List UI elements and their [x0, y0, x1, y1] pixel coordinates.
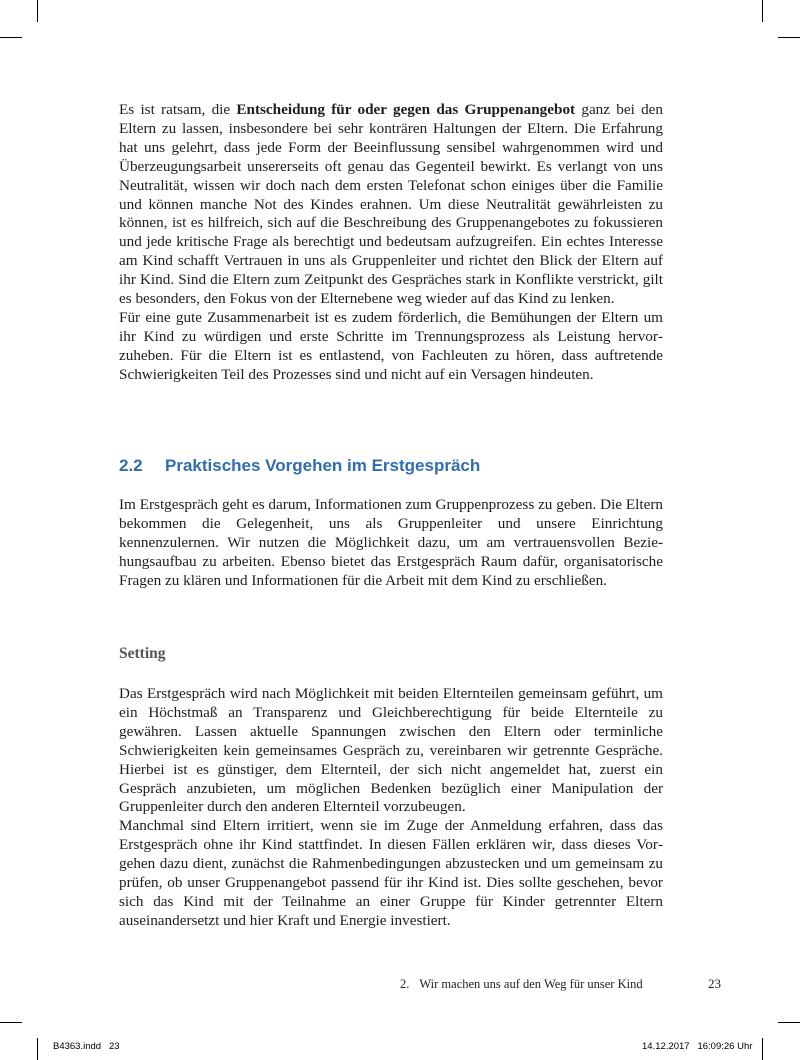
footer-chapter-title: Wir machen uns auf den Weg für unser Kind — [419, 977, 643, 991]
crop-mark-bottom-right-horizontal — [778, 1022, 800, 1023]
section-number: 2.2 — [119, 456, 143, 475]
section-intro-block — [119, 496, 663, 591]
paragraph-irritation: Manchmal sind Eltern irritiert, wenn sie im Zuge der Anmeldung erfahren, dass das Erstgespräch ohne ihr Kind stattfindet. In diesen Fällen erklären wir, dass dieses Vorgehen dazu dient, zunächst die Rahmenbedingungen abzustecken und um gemeinsam zu prüfen, ob unser Gruppenangebot passend für ihr Kind ist. Dies sollte geschehen, bevor sich das Kind mit der Teilnahme an einer Gruppe für Kinder getrennter Eltern auseinandersetzt und hier Kraft und Energie investiert. — [119, 817, 663, 929]
crop-mark-top-left-horizontal — [0, 37, 22, 38]
section-heading — [119, 456, 679, 476]
slug-file-info: B4363.indd 23 — [53, 1041, 120, 1052]
paragraph-decision-intro: Es ist ratsam, die — [119, 101, 237, 118]
crop-mark-bottom-left-vertical — [37, 1038, 38, 1060]
setting-text-block — [119, 685, 663, 931]
section-title: Praktisches Vorgehen im Erstgespräch — [165, 456, 481, 475]
paragraph-setting: Das Erstgespräch wird nach Möglichkeit mit beiden Elternteilen gemeinsam geführt, um ein Höchstmaß an Transparenz und Gleichberechtigung für beide Elternteile zu gewähren. Lassen aktuelle Spannungen zwischen den Eltern oder terminliche Schwierigkeiten kein gemeinsames Gespräch zu, vereinbaren wir getrennte Gespräche. Hierbei ist es günstiger, dem Elternteil, der sich nicht angemeldet hat, zuerst ein Gespräch anzubieten, um möglichen Bedenken bezüglich einer Manipulation der Gruppenleiter durch den anderen Elternteil vorzubeugen. — [119, 685, 663, 816]
paragraph-decision-emphasis: Entscheidung für oder gegen das Gruppenangebot — [236, 101, 576, 118]
crop-mark-top-left-vertical — [37, 0, 38, 22]
paragraph-decision-body: ganz bei den Eltern zu lassen, insbesondere bei sehr konträren Haltungen der Eltern. Die Erfahrung hat uns gelehrt, dass jede Form der Beeinflussung sensibel wahrgenommen wird und Überzeugungsarbeit unsererseits oft genau das Gegenteil bewirkt. Es verlangt von uns Neutralität, wissen wir doch nach dem ersten Telefonat schon einiges über die Familie und können manche Not des Kindes erahnen. Um diese Neutralität gewährleisten zu können, ist es hilfreich, sich auf die Beschreibung des Gruppenangebotes zu fokussieren und jede kritische Frage als berechtigt und bedeutsam aufzugreifen. Ein echtes Interesse am Kind schafft Vertrauen in uns als Gruppenleiter und richtet den Blick der Eltern auf ihr Kind. Sind die Eltern zum Zeitpunkt des Gespräches stark in Konflikte verstrickt, gilt es besonders, den Fokus von der Elternebene weg wieder auf das Kind zu lenken. — [119, 101, 663, 308]
crop-mark-top-right-horizontal — [778, 37, 800, 38]
subheading-setting: Setting — [119, 645, 166, 662]
paragraph-first-meeting: Im Erstgespräch geht es darum, Informationen zum Gruppenprozess zu geben. Die Eltern bekommen die Gelegenheit, uns als Gruppenleiter und unsere Einrichtung kennenzulernen. Wir nutzen die Möglichkeit dazu, um am vertrauensvollen Beziehungsaufbau zu arbeiten. Ebenso bietet das Erstgespräch Raum dafür, organisatorische Fragen zu klären und Informationen für die Arbeit mit dem Kind zu erschließen. — [119, 496, 663, 589]
intro-text-block — [119, 101, 663, 385]
crop-mark-bottom-left-horizontal — [0, 1022, 22, 1023]
running-footer — [400, 977, 664, 992]
crop-mark-top-right-vertical — [762, 0, 763, 22]
paragraph-decision — [119, 101, 663, 309]
crop-mark-bottom-right-vertical — [762, 1038, 763, 1060]
page-number: 23 — [708, 976, 721, 991]
paragraph-cooperation: Für eine gute Zusammenarbeit ist es zudem förderlich, die Bemühungen der Eltern um ihr Kind zu würdigen und erste Schritte im Trennungsprozess als Leistung hervorzuheben. Für die Eltern ist es entlastend, von Fachleuten zu hören, dass auftretende Schwierigkeiten Teil des Prozesses sind und nicht auf ein Versagen hindeuten. — [119, 308, 663, 383]
slug-timestamp: 14.12.2017 16:09:26 Uhr — [642, 1041, 753, 1052]
footer-chapter-number: 2. — [400, 977, 410, 991]
